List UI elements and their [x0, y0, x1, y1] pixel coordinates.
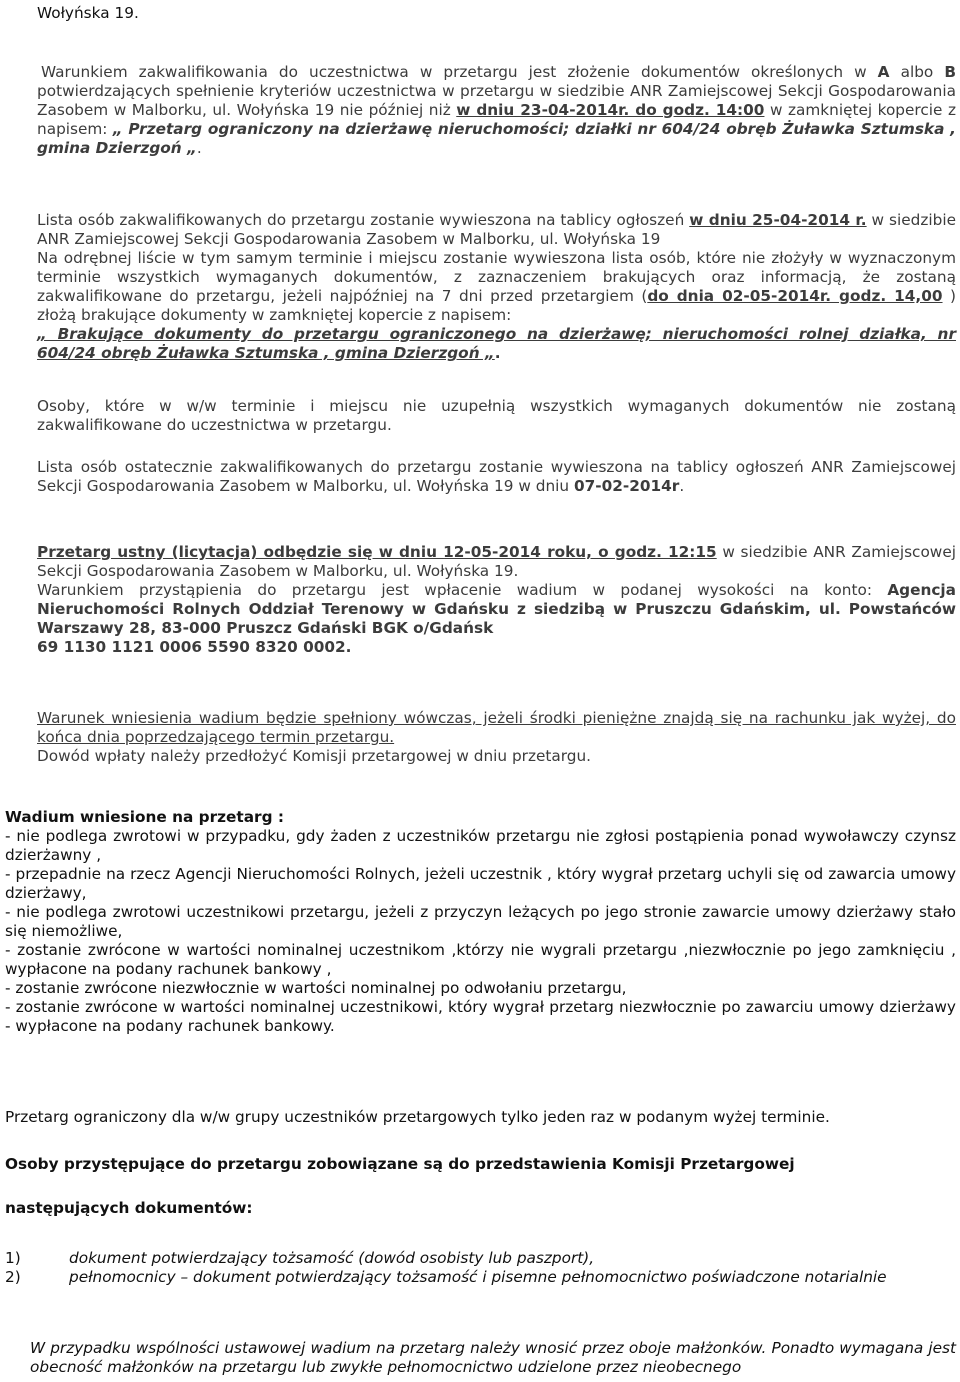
deposit-rule-item: - zostanie zwrócone w wartości nominalnej uczestnikom ,którzy nie wygrali przetargu ,niezwłocznie po jego zamknięciu , wypłacone na podany rachunek bankowy ,	[5, 941, 956, 978]
required-doc-item	[5, 1249, 956, 1268]
qualification-text-2: albo	[889, 63, 945, 81]
required-doc-text: pełnomocnicy – dokument potwierdzający tożsamość i pisemne pełnomocnictwo poświadczone notarialnie	[69, 1268, 887, 1286]
variant-a: A	[877, 63, 890, 81]
final-list-paragraph	[37, 458, 956, 496]
auction-paragraph	[37, 543, 956, 657]
missing-docs-text-2: ) złożą brakujące dokumenty w zamkniętej kopercie z napisem:	[37, 287, 956, 324]
deposit-rule-item: - nie podlega zwrotowi w przypadku, gdy żaden z uczestników przetargu nie zgłosi postąpienia ponad wywoławczy czynsz dzierżawny ,	[5, 827, 956, 864]
missing-docs-text: Na odrębnej liście w tym samym terminie i miejscu zostanie wywieszona lista osób, które nie złożyły w wyznaczonym terminie wszystkich wymaganych dokumentów, z zaznaczeniem brakujących oraz informacją, że zostaną zakwalifikowane do przetargu, jeżeli najpóźniej na 7 dni przed przetargiem (	[37, 249, 956, 305]
deposit-condition-paragraph	[37, 709, 956, 766]
bank-recipient: Agencja Nieruchomości Rolnych Oddział Terenowy w Gdańsku z siedzibą w Pruszczu Gdańskim, ul. Powstańców Warszawy 28, 83-000 Pruszcz Gdański BGK o/Gdańsk	[37, 581, 956, 637]
required-docs-list	[5, 1249, 956, 1287]
qualification-paragraph	[37, 63, 956, 158]
required-docs-heading-1	[5, 1155, 956, 1174]
deposit-rule-item: - nie podlega zwrotowi uczestnikowi przetargu, jeżeli z przyczyn leżących po jego stronie zawarcie umowy dzierżawy stało się niemożliwe,	[5, 903, 956, 940]
variant-b: B	[944, 63, 956, 81]
list-number: 2)	[5, 1268, 21, 1286]
final-list-date: 07-02-2014r	[573, 477, 680, 495]
spouses-paragraph	[30, 1339, 956, 1377]
once-text: Przetarg ograniczony dla w/w grupy uczestników przetargowych tylko jeden raz w podanym wyżej terminie.	[5, 1108, 830, 1126]
qualification-text-3: potwierdzających spełnienie kryteriów uczestnictwa w przetargu w siedzibie ANR Zamiejscowej Sekcji Gospodarowania Zasobem w Malborku, ul. Wołyńska 19 nie później niż	[37, 82, 956, 119]
deposit-rule-item: - zostanie zwrócone niezwłocznie w wartości nominalnej po odwołaniu przetargu,	[5, 979, 627, 997]
payment-proof-text: Dowód wpłaty należy przedłożyć Komisji przetargowej w dniu przetargu.	[37, 747, 592, 765]
auction-date: Przetarg ustny (licytacja) odbędzie się w dniu 12-05-2014 roku, o godz. 12:15	[37, 543, 717, 561]
required-docs-heading-2	[5, 1199, 956, 1218]
deadline-date: w dniu 23-04-2014r. do godz. 14:00	[456, 101, 765, 119]
period: .	[196, 139, 202, 157]
list-date: w dniu 25-04-2014 r.	[689, 211, 867, 229]
qualified-list-paragraph	[37, 211, 956, 363]
deposit-rule-item: - przepadnie na rzecz Agencji Nieruchomości Rolnych, jeżeli uczestnik , który wygrał przetarg uchyli się od zawarcia umowy dzierżawy,	[5, 865, 956, 902]
list-text: Lista osób zakwalifikowanych do przetargu zostanie wywieszona na tablicy ogłoszeń	[37, 211, 690, 229]
address-line: Wołyńska 19.	[37, 4, 139, 22]
list-number: 1)	[5, 1249, 21, 1267]
required-doc-text: dokument potwierdzający tożsamość (dowód osobisty lub paszport),	[69, 1249, 595, 1267]
deposit-condition-text: Warunek wniesienia wadium będzie spełniony wówczas, jeżeli środki pieniężne znajdą się na rachunku jak wyżej, do końca dnia poprzedzającego termin przetargu.	[37, 709, 956, 746]
once-paragraph	[5, 1108, 956, 1127]
deposit-rule-item: - zostanie zwrócone w wartości nominalnej uczestnikowi, który wygrał przetarg niezwłocznie po zawarciu umowy dzierżawy - wypłacone na podany rachunek bankowy.	[5, 998, 956, 1035]
header-line	[37, 4, 956, 23]
deposit-rules-heading: Wadium wniesione na przetarg :	[5, 808, 284, 826]
final-list-text: Lista osób ostatecznie zakwalifikowanych do przetargu zostanie wywieszona na tablicy ogłoszeń ANR Zamiejscowej Sekcji Gospodarowania Zasobem w Malborku, ul. Wołyńska 19 w dniu	[37, 458, 956, 495]
list-location: w siedzibie ANR Zamiejscowej Sekcji Gospodarowania Zasobem w Malborku, ul. Wołyńska 19	[37, 211, 956, 248]
not-qualified-text: Osoby, które w w/w terminie i miejscu nie uzupełnią wszystkich wymaganych dokumentów nie zostaną zakwalifikowane do uczestnictwa w przetargu.	[37, 397, 956, 434]
period-3: .	[679, 477, 685, 495]
period-2: .	[494, 344, 501, 362]
qualification-text: Warunkiem zakwalifikowania do uczestnictwa w przetargu jest złożenie dokumentów określonych w	[41, 63, 878, 81]
required-docs-heading: Osoby przystępujące do przetargu zobowiązane są do przedstawienia Komisji Przetargowej	[5, 1155, 795, 1173]
deposit-text: Warunkiem przystąpienia do przetargu jest wpłacenie wadium w podanej wysokości na konto:	[37, 581, 888, 599]
spouses-text: W przypadku wspólności ustawowej wadium na przetarg należy wnosić przez oboje małżonków. Ponadto wymagana jest obecność małżonków na przetargu lub zwykłe pełnomocnictwo udzielone przez nieobecnego	[30, 1339, 956, 1376]
missing-docs-deadline: do dnia 02-05-2014r. godz. 14,00	[647, 287, 943, 305]
missing-docs-envelope-label: „ Brakujące dokumenty do przetargu ograniczonego na dzierżawę; nieruchomości rolnej działka, nr 604/24 obręb Żuławka Sztumska , gmina Dzierzgoń „	[37, 325, 956, 362]
not-qualified-paragraph	[37, 397, 956, 435]
deposit-rules-section	[5, 808, 956, 1036]
auction-location: w siedzibie ANR Zamiejscowej Sekcji Gospodarowania Zasobem w Malborku, ul. Wołyńska 19.	[37, 543, 956, 580]
envelope-text: w zamkniętej kopercie z napisem:	[37, 101, 956, 138]
envelope-label: „ Przetarg ograniczony na dzierżawę nieruchomości; działki nr 604/24 obręb Żuławka Sztumska , gmina Dzierzgoń „	[37, 120, 956, 157]
required-doc-item	[5, 1268, 956, 1287]
bank-account-number: 69 1130 1121 0006 5590 8320 0002.	[37, 638, 352, 656]
required-docs-subheading: następujących dokumentów:	[5, 1199, 253, 1217]
